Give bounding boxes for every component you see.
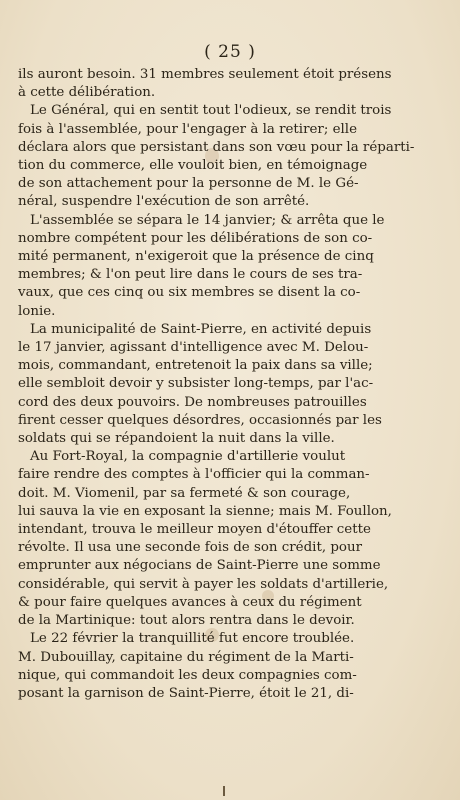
text-line: Le 22 février la tranquillité fut encore troublée. <box>30 631 355 647</box>
text-line: soldats qui se répandoient la nuit dans la ville. <box>18 431 335 447</box>
text-line: doit. M. Viomenil, par sa fermeté & son courage, <box>18 485 351 501</box>
text-line: néral, suspendre l'exécution de son arrêté. <box>18 194 310 210</box>
text-line: déclara alors que persistant dans son vœu pour la réparti- <box>18 139 415 155</box>
text-line: mité permanent, n'exigeroit que la présence de cinq <box>18 249 374 265</box>
text-line: firent cesser quelques désordres, occasionnés par les <box>18 412 382 428</box>
text-line: mois, commandant, entretenoit la paix dans sa ville; <box>18 358 373 374</box>
text-line: intendant, trouva le meilleur moyen d'étouffer cette <box>18 522 371 538</box>
text-line: de son attachement pour la personne de M. le Gé- <box>18 176 359 192</box>
text-line: nombre compétent pour les délibérations de son co- <box>18 230 373 246</box>
text-line: nique, qui commandoit les deux compagnies com- <box>18 667 357 683</box>
text-line: posant la garnison de Saint-Pierre, étoit le 21, di- <box>18 685 354 701</box>
page-number: ( 25 ) <box>204 42 256 62</box>
text-line: à cette délibération. <box>18 85 156 101</box>
text-line: révolte. Il usa une seconde fois de son crédit, pour <box>18 540 363 556</box>
text-line: M. Dubouillay, capitaine du régiment de la Marti- <box>18 649 354 665</box>
text-line: tion du commerce, elle vouloit bien, en témoignage <box>18 158 368 174</box>
text-line: membres; & l'on peut lire dans le cours de ses tra- <box>18 267 363 283</box>
text-line: Au Fort-Royal, la compagnie d'artillerie voulut <box>30 449 346 465</box>
text-line: lonie. <box>18 303 56 319</box>
text-line: cord des deux pouvoirs. De nombreuses patrouilles <box>18 394 367 410</box>
text-line: fois à l'assemblée, pour l'engager à la retirer; elle <box>18 121 357 137</box>
text-line: emprunter aux négocians de Saint-Pierre une somme <box>18 558 381 574</box>
text-line: le 17 janvier, agissant d'intelligence avec M. Delou- <box>18 340 369 356</box>
text-line: L'assemblée se sépara le 14 janvier; & arrêta que le <box>30 212 385 228</box>
footer-mark <box>223 786 225 796</box>
text-line: ils auront besoin. 31 membres seulement étoit présens <box>18 67 392 82</box>
text-line: Le Général, qui en sentit tout l'odieux, se rendit trois <box>30 103 392 119</box>
text-line: & pour faire quelques avances à ceux du régiment <box>18 594 362 610</box>
text-line: La municipalité de Saint-Pierre, en activité depuis <box>30 321 372 337</box>
body-text <box>18 66 442 703</box>
text-line: faire rendre des comptes à l'officier qui la comman- <box>18 467 370 483</box>
text-line: considérable, qui servit à payer les soldats d'artillerie, <box>18 576 389 592</box>
text-line: de la Martinique: tout alors rentra dans le devoir. <box>18 613 355 629</box>
text-line: elle sembloit devoir y subsister long-temps, par l'ac- <box>18 376 374 392</box>
text-line: vaux, que ces cinq ou six membres se disent la co- <box>18 285 361 301</box>
text-line: lui sauva la vie en exposant la sienne; mais M. Foullon, <box>18 503 392 519</box>
